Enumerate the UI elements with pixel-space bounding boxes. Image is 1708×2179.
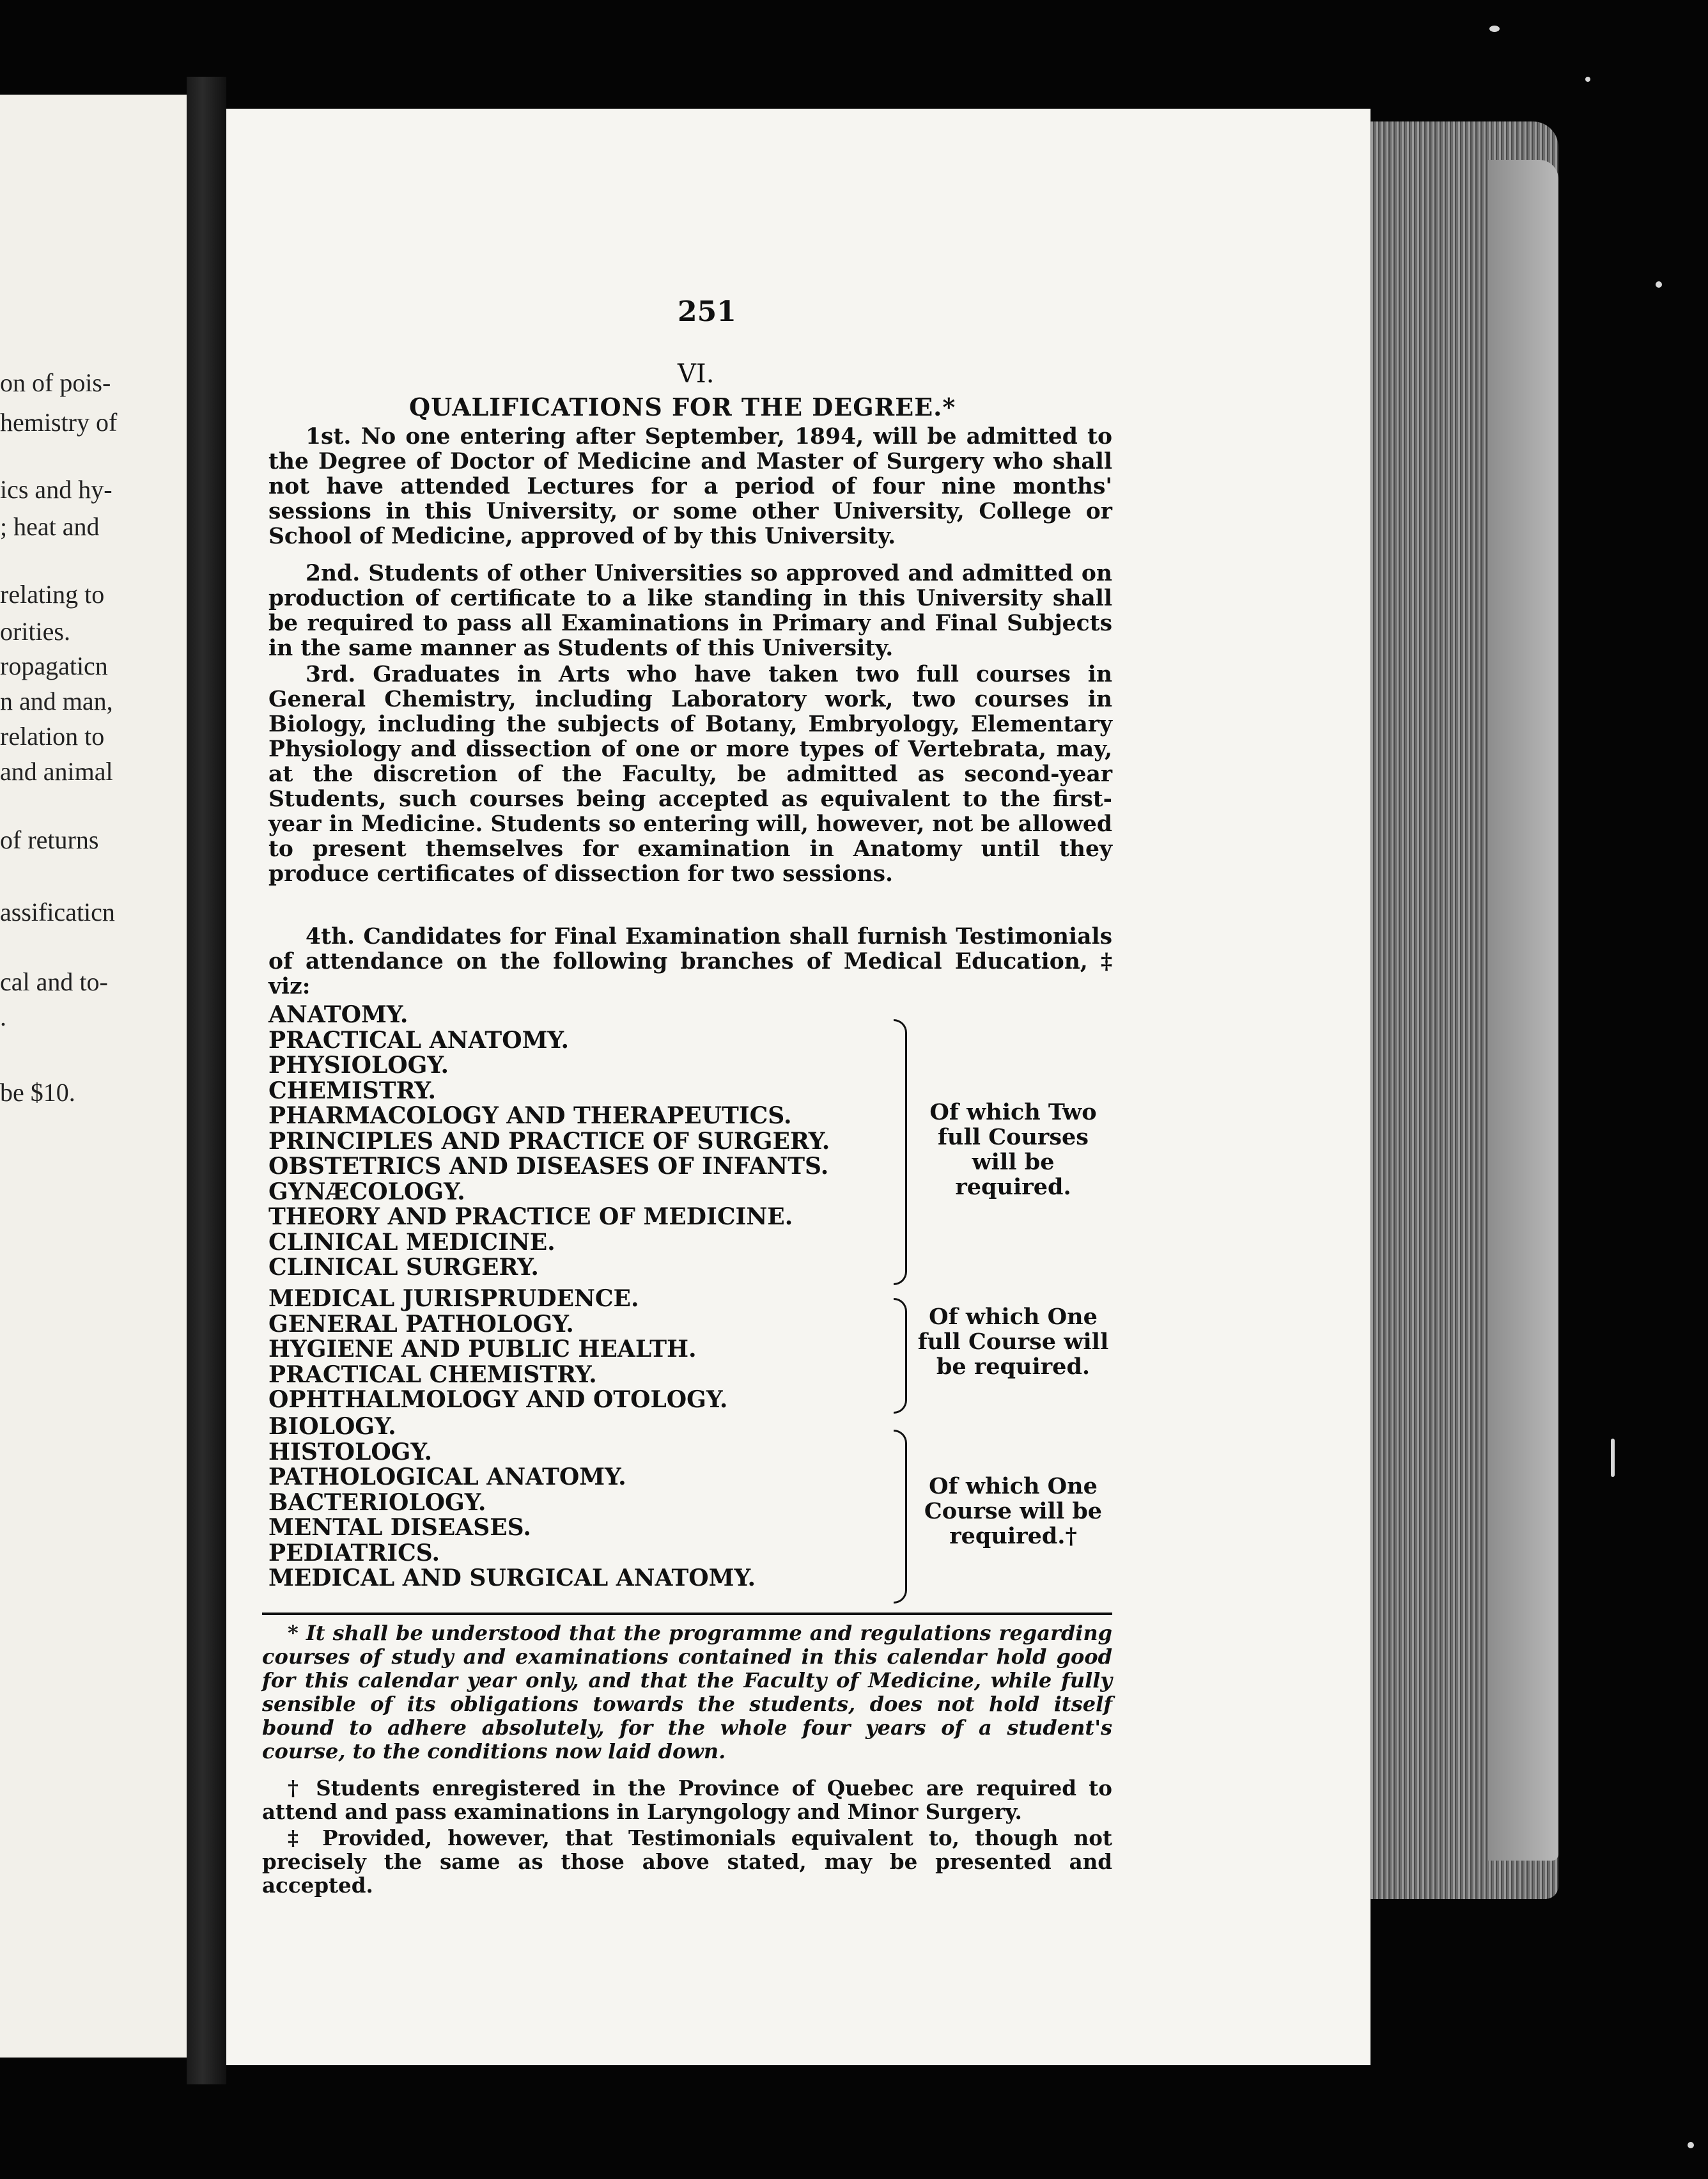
paragraph-lead: 4th. — [306, 924, 355, 949]
paragraph-lead: 2nd. — [306, 561, 361, 586]
left-page-fragment: cal and to- — [0, 967, 108, 996]
footnote-mark: * — [288, 1621, 299, 1645]
subject-item: OPHTHALMOLOGY AND OTOLOGY. — [268, 1386, 728, 1413]
subject-item: MEDICAL AND SURGICAL ANATOMY. — [268, 1565, 756, 1591]
left-page-fragment: assificaticn — [0, 898, 115, 926]
subject-item: PATHOLOGICAL ANATOMY. — [268, 1464, 626, 1490]
dust-speck — [1611, 1439, 1615, 1477]
dust-speck — [1489, 26, 1500, 32]
dust-speck — [1688, 2142, 1694, 2148]
dust-speck — [1656, 281, 1662, 288]
page-edges — [1354, 121, 1558, 1899]
subject-item: PRINCIPLES AND PRACTICE OF SURGERY. — [268, 1127, 830, 1155]
paragraph-text: Students of other Universities so approved and admitted on production of certificate to a like standing in this University shall be required to pass all Examinations in Primary and Final Subjects in the same manner as Students of this University. — [268, 561, 1112, 661]
paragraph-lead: 3rd. — [306, 662, 356, 687]
paragraph-text: Candidates for Final Examination shall furnish Testimonials of attendance on the following branches of Medical Education, ‡ viz: — [268, 924, 1113, 999]
group-3-brace — [894, 1430, 907, 1604]
subject-item: HYGIENE AND PUBLIC HEALTH. — [268, 1336, 697, 1363]
paragraph-4th — [268, 925, 1112, 999]
left-page-fragment: hemistry of — [0, 408, 118, 437]
paragraph-1st — [268, 425, 1112, 549]
subject-group-1 — [268, 1003, 830, 1281]
footnote-rule — [262, 1613, 1112, 1615]
section-number: VI. — [678, 359, 715, 389]
subject-item: PHYSIOLOGY. — [268, 1052, 449, 1079]
left-page-fragment: relation to — [0, 722, 105, 751]
subject-item: BIOLOGY. — [268, 1413, 396, 1440]
footnote-text: It shall be understood that the programme and regulations regarding courses of study and examinations contained in this calendar hold good for this calendar year only, and that the Faculty of Medicine, while fully sensible of its obligations towards the students, does not hold itself bound to adhere absolutely, for the whole four years of a student's course, to the conditions now laid down. — [262, 1621, 1113, 1763]
subject-item: CHEMISTRY. — [268, 1077, 436, 1104]
dust-speck — [1585, 77, 1590, 82]
left-facing-page — [0, 95, 187, 2058]
subject-item: PHARMACOLOGY AND THERAPEUTICS. — [268, 1102, 792, 1129]
subject-item: ANATOMY. — [268, 1001, 408, 1028]
subject-item: MENTAL DISEASES. — [268, 1514, 531, 1541]
book-gutter — [187, 77, 226, 2084]
paragraph-text: No one entering after September, 1894, will be admitted to the Degree of Doctor of Medicine and Master of Surgery who shall not have attended Lectures for a period of four nine months' sessions in this University, or some other University, College or School of Medicine, approved of by this University. — [268, 424, 1112, 549]
left-page-fragment: on of pois- — [0, 368, 111, 397]
footnote-mark: ‡ — [288, 1825, 307, 1850]
paragraph-3rd — [268, 662, 1112, 887]
subject-item: GENERAL PATHOLOGY. — [268, 1310, 574, 1338]
footnote-text: Provided, however, that Testimonials equivalent to, though not precisely the same as those above stated, may be presented and accepted. — [262, 1825, 1112, 1898]
subject-item: HISTOLOGY. — [268, 1438, 433, 1465]
subject-item: GYNÆCOLOGY. — [268, 1178, 465, 1205]
paragraph-lead: 1st. — [306, 424, 352, 449]
subject-item: PEDIATRICS. — [268, 1539, 440, 1566]
subject-item: OBSTETRICS AND DISEASES OF INFANTS. — [268, 1153, 829, 1180]
subject-group-3 — [268, 1414, 756, 1591]
left-page-fragment: be $10. — [0, 1078, 75, 1107]
left-page-fragment: of returns — [0, 825, 99, 854]
subject-item: PRACTICAL ANATOMY. — [268, 1026, 570, 1054]
group-1-note: Of which Two full Courses will be required. — [929, 1099, 1097, 1200]
subject-item: PRACTICAL CHEMISTRY. — [268, 1361, 597, 1388]
group-3-note: Of which One Course will be required.† — [924, 1473, 1103, 1549]
paragraph-text: Graduates in Arts who have taken two full courses in General Chemistry, including Laboratory work, two courses in Biology, including the subjects of Botany, Embryology, Elementary Physiology and dissection of one or more types of Vertebrata, may, at the discretion of the Faculty, be admitted as second-year Students, such courses being accepted as equivalent to the first-year in Medicine. Students so entering will, however, not be allowed to present themselves for examination in Anatomy until they produce certificates of dissection for two sessions. — [268, 662, 1112, 887]
left-page-fragment: relating to — [0, 580, 105, 609]
left-page-fragment: . — [0, 1003, 6, 1031]
paragraph-2nd — [268, 561, 1112, 661]
subject-item: MEDICAL JURISPRUDENCE. — [268, 1285, 639, 1312]
left-page-fragment: n and man, — [0, 687, 113, 715]
subject-item: CLINICAL MEDICINE. — [268, 1228, 555, 1256]
left-page-fragment: ics and hy- — [0, 475, 113, 504]
group-1-brace — [894, 1019, 907, 1285]
footnote-asterisk — [262, 1621, 1112, 1763]
footnote-text: Students enregistered in the Province of Quebec are required to attend and pass examinations in Laryngology and Minor Surgery. — [262, 1776, 1112, 1824]
left-page-fragment: orities. — [0, 617, 70, 646]
subject-item: THEORY AND PRACTICE OF MEDICINE. — [268, 1203, 793, 1230]
group-2-note: Of which One full Course will be required. — [917, 1304, 1109, 1380]
section-title: QUALIFICATIONS FOR THE DEGREE.* — [409, 393, 956, 421]
footnote-double-dagger — [262, 1826, 1112, 1897]
page-number: 251 — [678, 295, 736, 328]
footnote-mark: † — [288, 1776, 304, 1800]
subject-item: CLINICAL SURGERY. — [268, 1254, 539, 1281]
footnote-dagger — [262, 1776, 1112, 1824]
left-page-fragment: and animal — [0, 757, 113, 786]
group-2-brace — [894, 1298, 907, 1414]
left-page-fragment: ropagaticn — [0, 652, 108, 680]
subject-item: BACTERIOLOGY. — [268, 1488, 486, 1516]
subject-group-2 — [268, 1286, 727, 1413]
left-page-fragment: ; heat and — [0, 512, 100, 541]
